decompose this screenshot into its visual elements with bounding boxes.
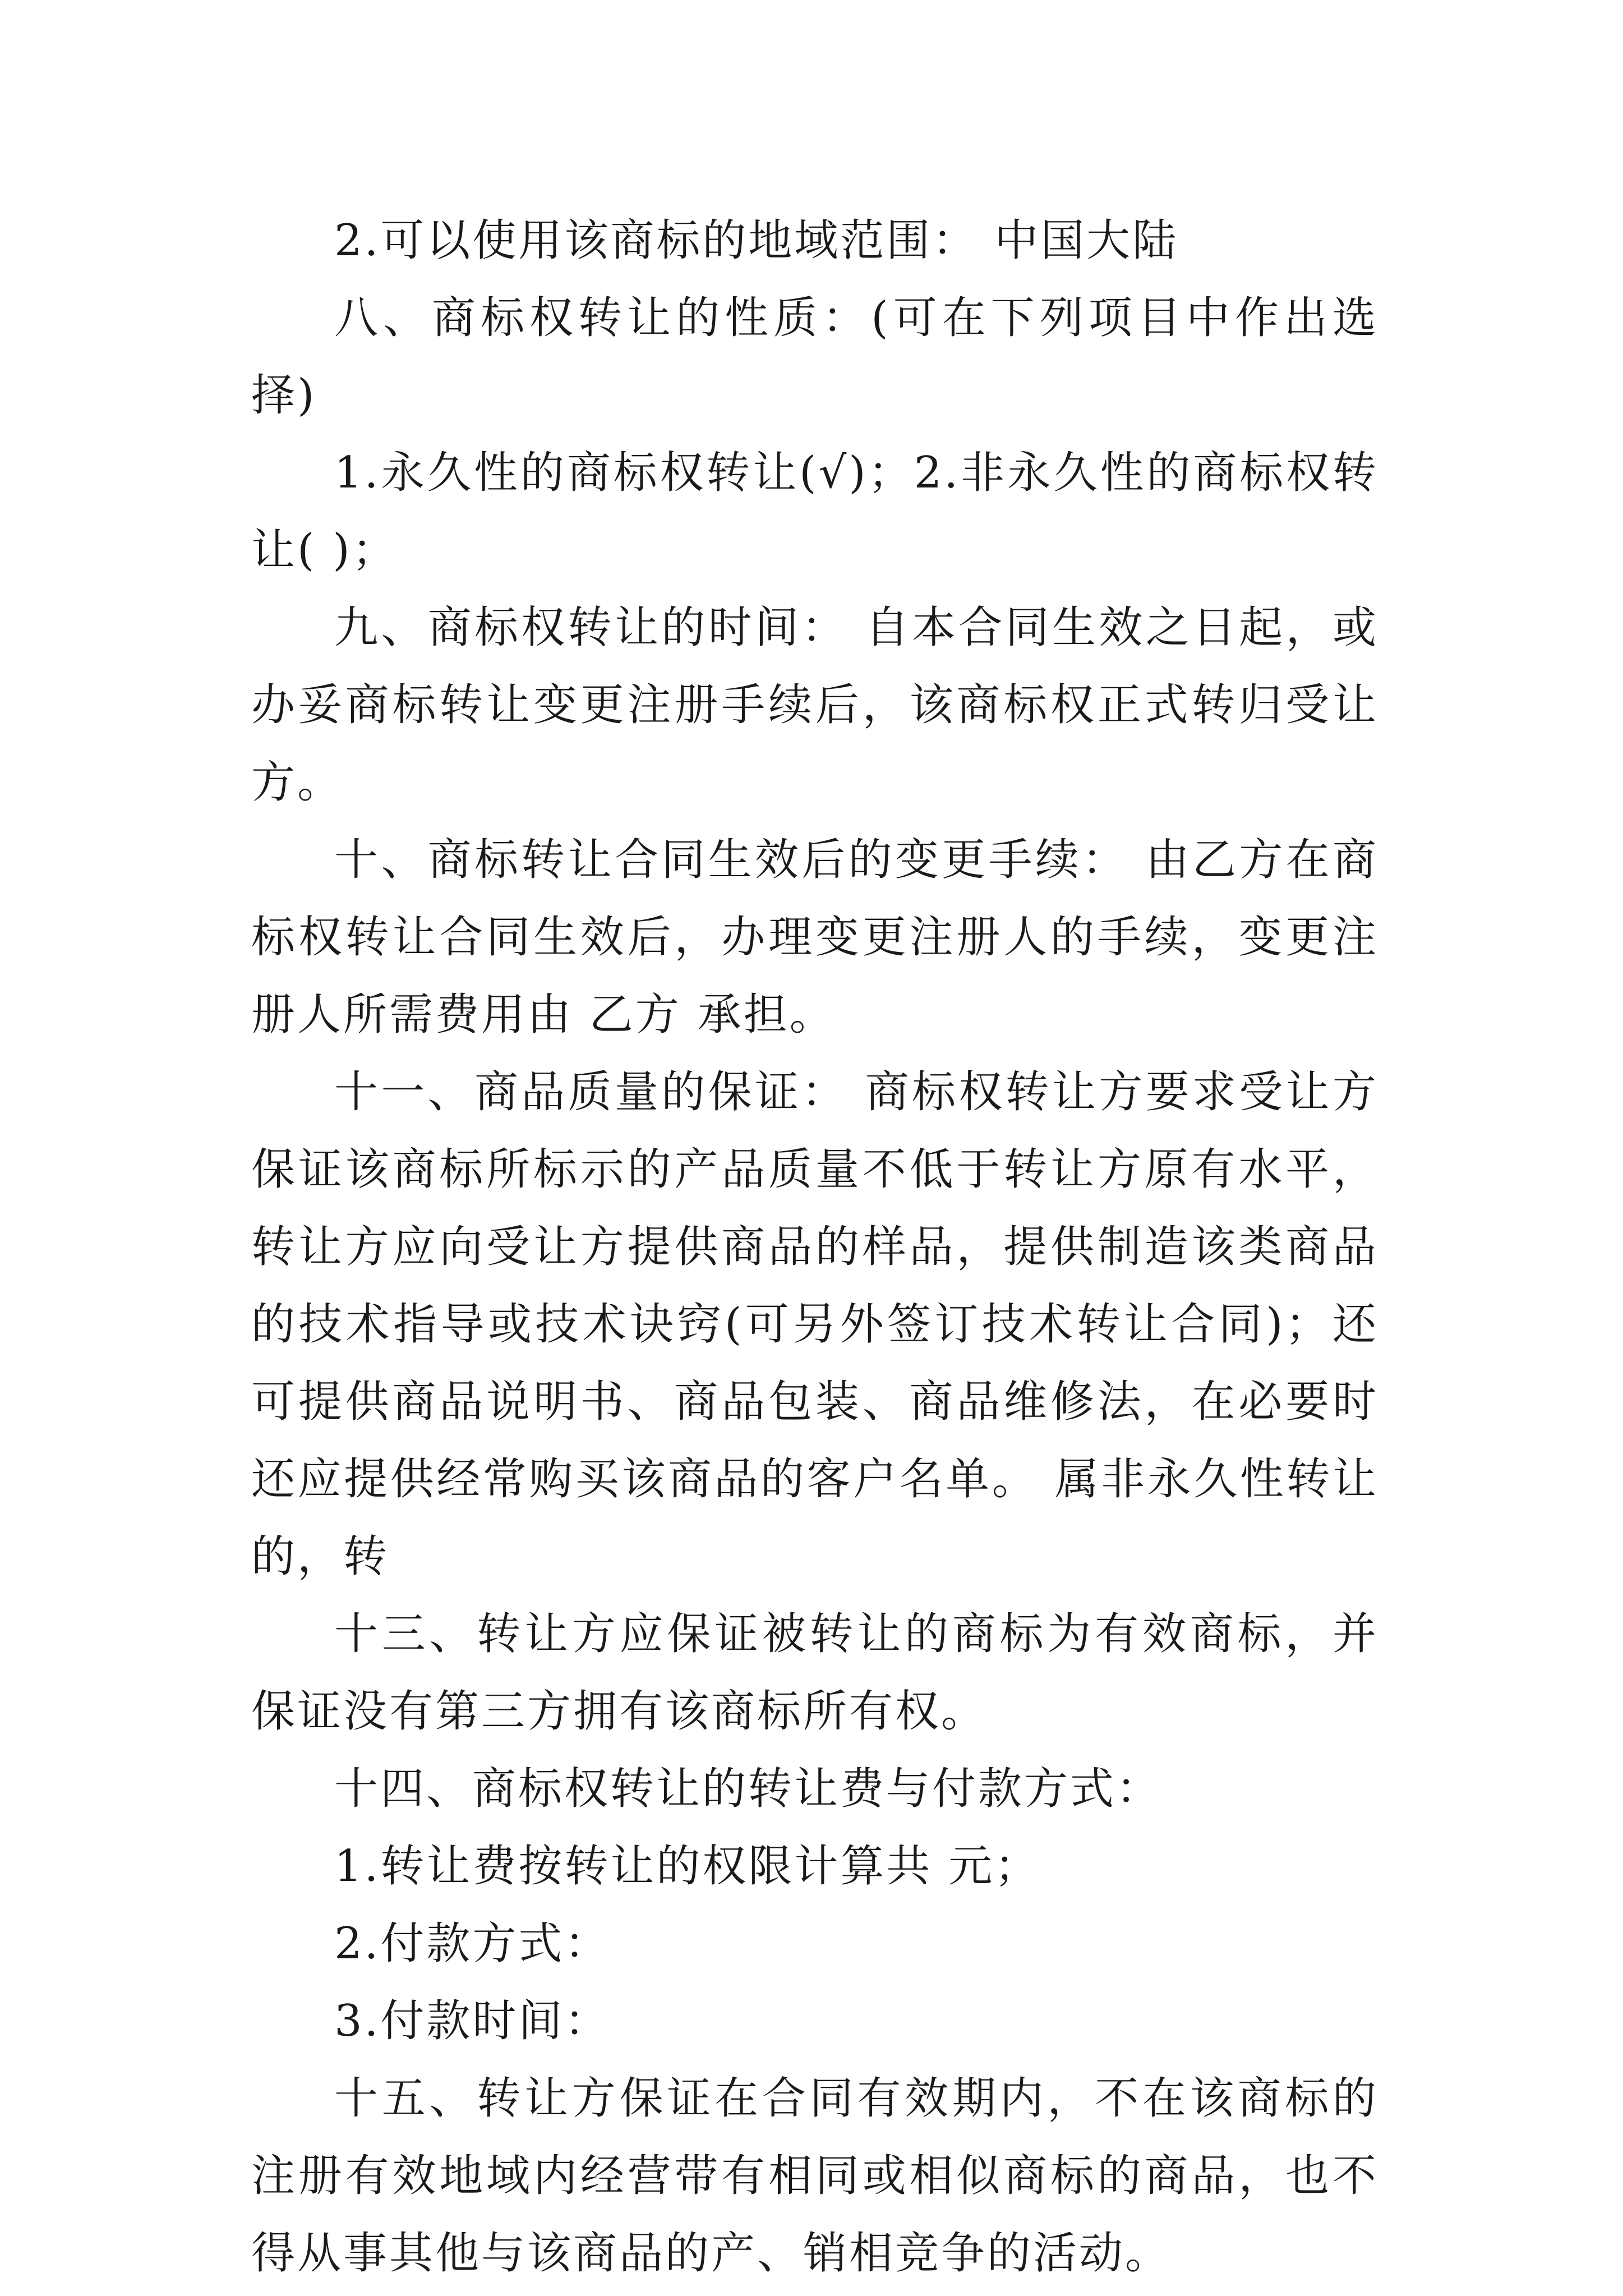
paragraph-payment-method: 2.付款方式：: [334, 1918, 611, 1969]
paragraph-section-8: 八、商标权转让的性质：(可在下列项目中作出选择): [251, 293, 1378, 421]
paragraph-fee: 1.转让费按转让的权限计算共 元；: [334, 1841, 1041, 1892]
paragraph-transfer-type: 1.永久性的商标权转让(√)；2.非永久性的商标权转让( )；: [251, 448, 1378, 576]
paragraph-payment-time: 3.付款时间：: [334, 1996, 611, 2046]
paragraph-section-15: 十五、转让方保证在合同有效期内，不在该商标的注册有效地域内经营带有相同或相似商标的商品，也不得从事其他与该商品的产、销相竞争的活动。: [251, 2073, 1378, 2279]
paragraph-section-11: 十一、商品质量的保证： 商标权转让方要求受让方保证该商标所标示的产品质量不低于转让方原有水平，转让方应向受让方提供商品的样品，提供制造该类商品的技术指导或技术诀窍(可另外签订技术转让合同)；还可提供商品说明书、商品包装、商品维修法，在必要时还应提供经常购买该商品的客户名单。 属非永久性转让的，转: [251, 1067, 1378, 1582]
paragraph-section-10: 十、商标转让合同生效后的变更手续： 由乙方在商标权转让合同生效后，办理变更注册人的手续，变更注册人所需费用由 乙方 承担。: [251, 835, 1378, 1040]
document-body: [251, 202, 1378, 2292]
paragraph-section-14: 十四、商标权转让的转让费与付款方式：: [334, 1764, 1163, 1814]
paragraph-section-13: 十三、转让方应保证被转让的商标为有效商标，并保证没有第三方拥有该商标所有权。: [251, 1609, 1378, 1737]
paragraph-section-9: 九、商标权转让的时间： 自本合同生效之日起，或办妥商标转让变更注册手续后，该商标权正式转归受让方。: [251, 602, 1378, 808]
paragraph-territory: 2.可以使用该商标的地域范围： 中国大陆: [334, 215, 1179, 266]
